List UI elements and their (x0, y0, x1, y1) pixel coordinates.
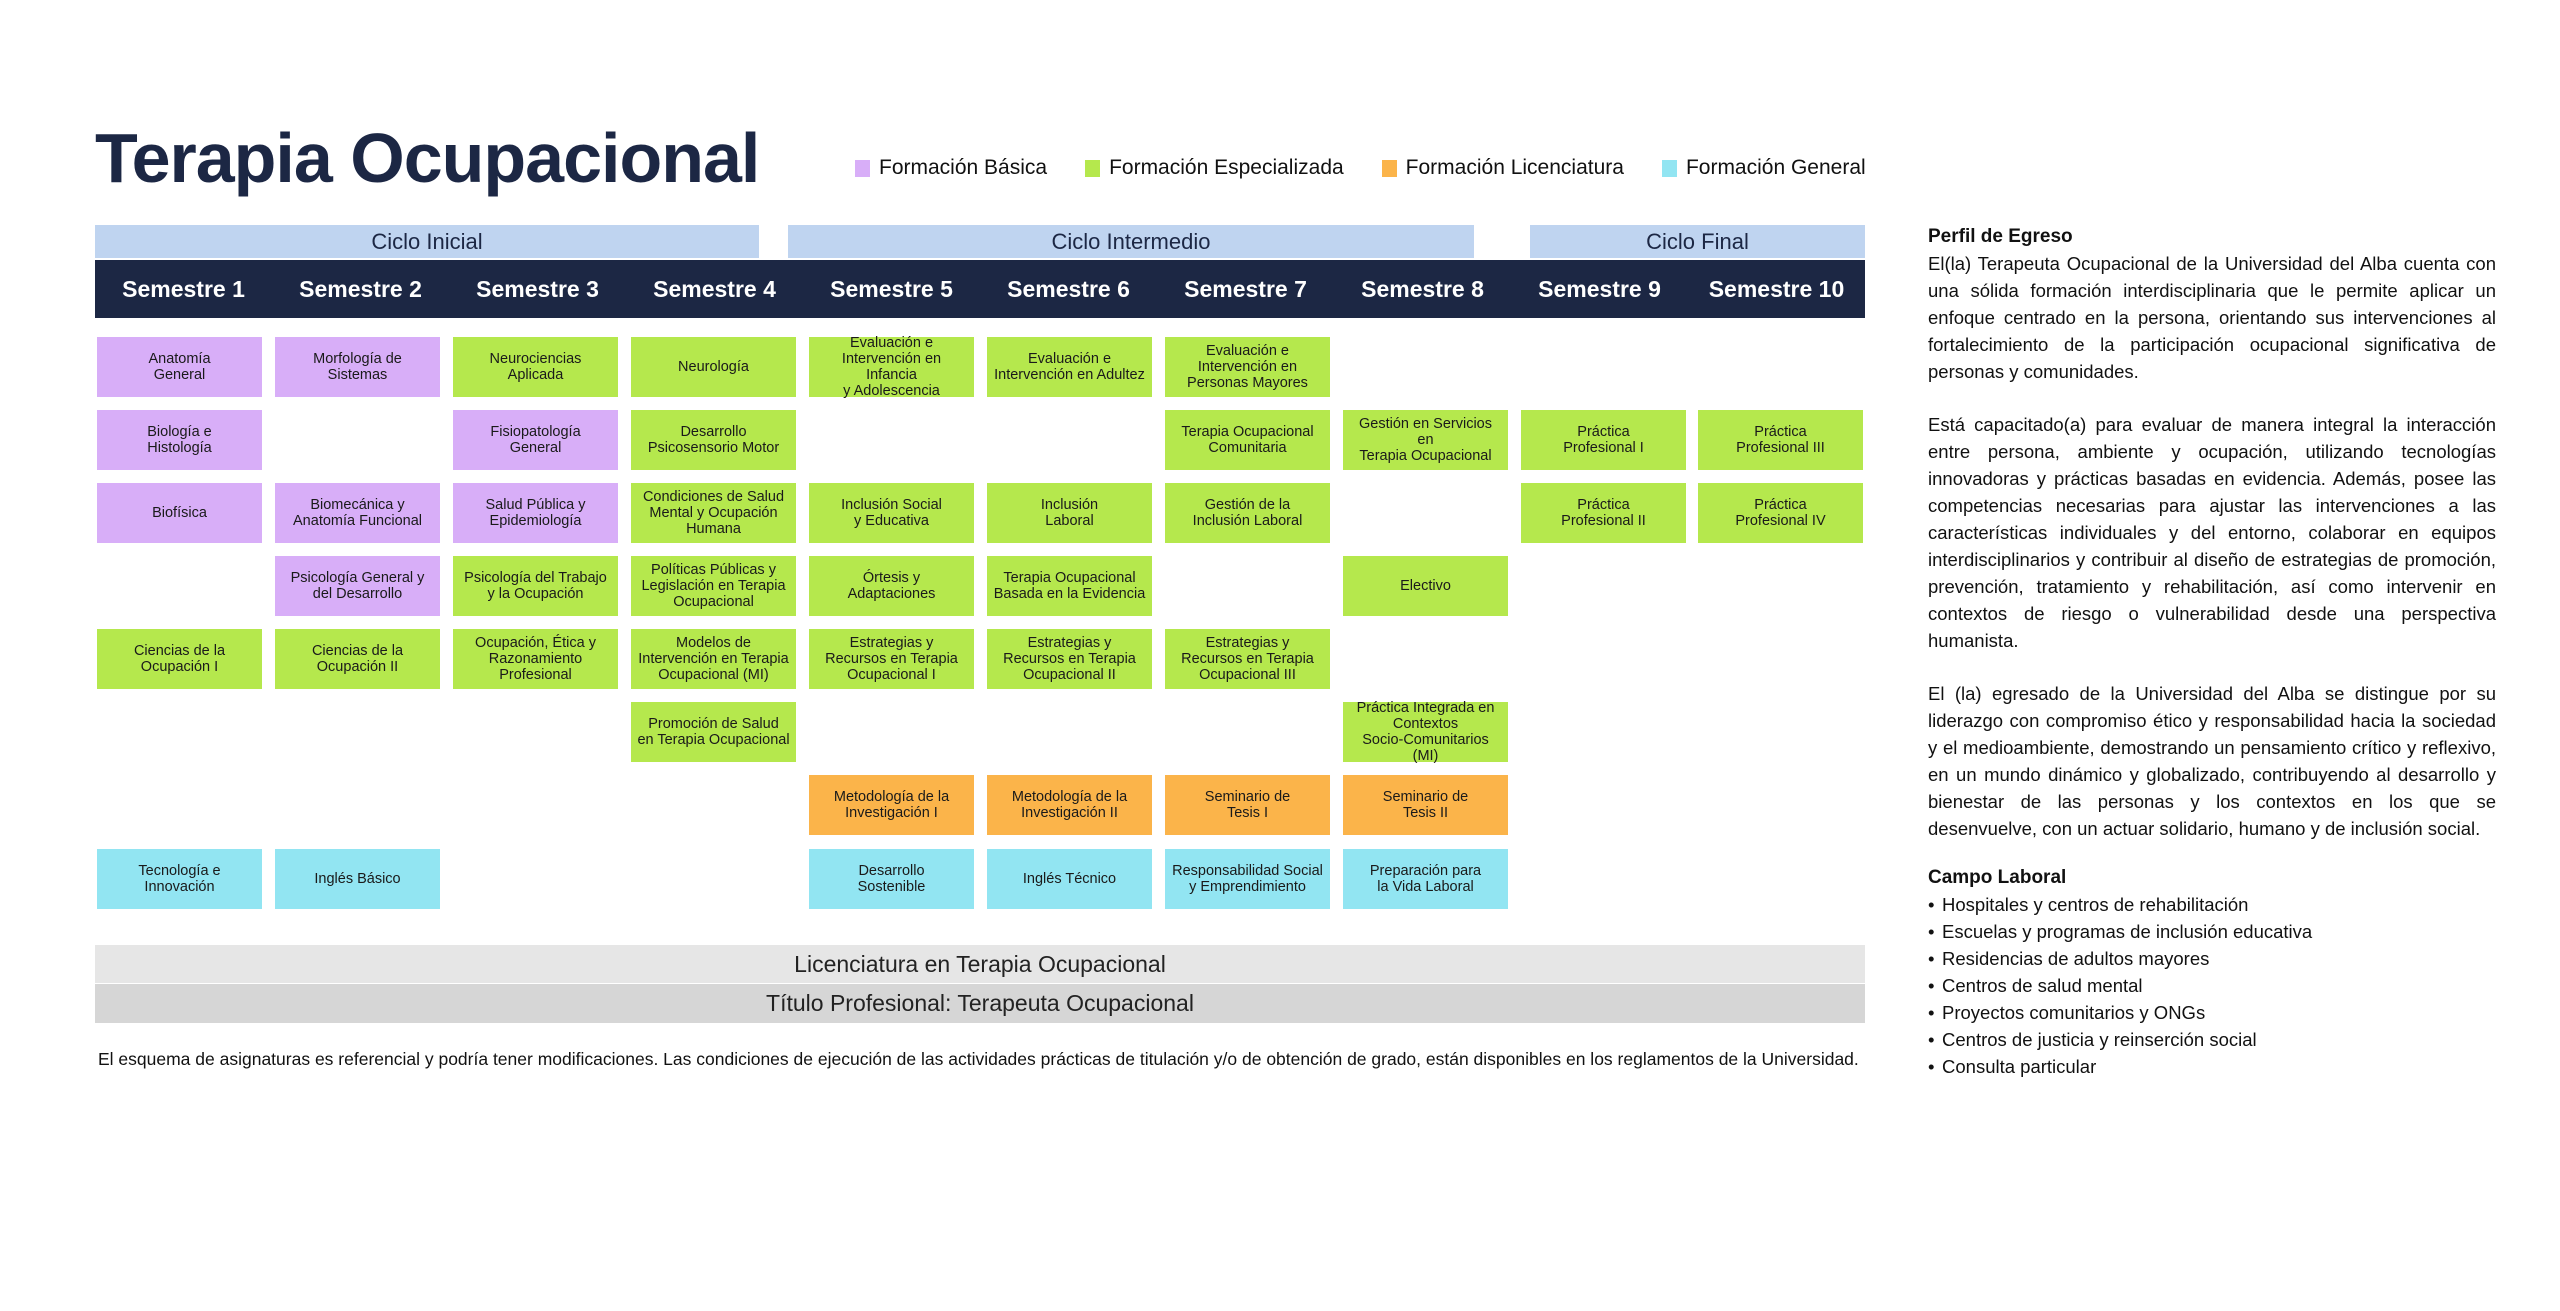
course-cell: Desarrollo Psicosensorio Motor (631, 410, 796, 470)
course-cell: Ciencias de la Ocupación II (275, 629, 440, 689)
list-item: • Proyectos comunitarios y ONGs (1928, 999, 2496, 1026)
title-band: Título Profesional: Terapeuta Ocupacional (95, 984, 1865, 1023)
legend-label: Formación General (1685, 156, 1866, 179)
course-cell: Morfología de Sistemas (275, 337, 440, 397)
semester-header-5: Semestre 5 (830, 275, 953, 302)
semester-header-10: Semestre 10 (1708, 275, 1845, 302)
profile-panel (1928, 223, 2496, 1080)
semester-header-6: Semestre 6 (1007, 275, 1130, 302)
cycle-final: Ciclo Final (1530, 225, 1865, 258)
legend-label: Formación Licenciatura (1405, 156, 1624, 179)
course-cell: Metodología de la Investigación I (809, 775, 974, 835)
legend-item-general (1662, 156, 1866, 180)
course-cell: Gestión de la Inclusión Laboral (1165, 483, 1330, 543)
legend-swatch (1085, 160, 1100, 177)
course-cell: Psicología del Trabajo y la Ocupación (453, 556, 618, 616)
course-cell: Neurociencias Aplicada (453, 337, 618, 397)
legend-item-basica (855, 156, 1047, 180)
course-cell: Condiciones de Salud Mental y Ocupación Humana (631, 483, 796, 543)
legend-label: Formación Especializada (1109, 156, 1344, 179)
profile-paragraph: El (la) egresado de la Universidad del Alba se distingue por su liderazgo con compromiso ético y responsabilidad hacia la sociedad y el medioambiente, demostrando un pensamiento crítico y reflexivo, en un mundo dinámico y globalizado, contribuyendo al desarrollo y bienestar de las personas y los contextos en los que se desenvuelve, con un actuar solidario, humano y de inclusión social. (1928, 683, 2496, 839)
course-cell: Estrategias y Recursos en Terapia Ocupacional III (1165, 629, 1330, 689)
semester-header-8: Semestre 8 (1361, 275, 1484, 302)
profile-paragraph: Está capacitado(a) para evaluar de manera integral la interacción entre persona, ambiente y ocupación, utilizando tecnologías innovadoras y prácticas basadas en evidencia. Además, posee las competencias necesarias para ajustar las intervenciones a las características individuales y del entorno, colaborar en equipos interdisciplinarios y contribuir al diseño de estrategias de promoción, prevención, tratamiento y rehabilitación, así como intervenir en contextos de riesgo o vulnerabilidad desde una perspectiva humanista. (1928, 414, 2496, 651)
course-cell: Evaluación e Intervención en Personas Mayores (1165, 337, 1330, 397)
page-title: Terapia Ocupacional (95, 119, 760, 197)
course-cell: Inglés Básico (275, 849, 440, 909)
semester-header-2: Semestre 2 (299, 275, 422, 302)
course-cell: Anatomía General (97, 337, 262, 397)
footnote: El esquema de asignaturas es referencial y podría tener modificaciones. Las condiciones de ejecución de las actividades prácticas de titulación y/o de obtención de grado, están disponibles en los reglamentos de la Universidad. (98, 1049, 1859, 1069)
course-cell: Tecnología e Innovación (97, 849, 262, 909)
course-cell: Promoción de Salud en Terapia Ocupacional (631, 702, 796, 762)
course-cell: Desarrollo Sostenible (809, 849, 974, 909)
course-cell: Modelos de Intervención en Terapia Ocupacional (MI) (631, 629, 796, 689)
course-cell: Biofísica (97, 483, 262, 543)
legend-label: Formación Básica (879, 156, 1048, 179)
course-cell: Evaluación e Intervención en Infancia y Adolescencia (809, 337, 974, 397)
semester-header-7: Semestre 7 (1184, 275, 1307, 302)
course-cell: Psicología General y del Desarrollo (275, 556, 440, 616)
course-cell: Práctica Profesional I (1521, 410, 1686, 470)
course-cell: Metodología de la Investigación II (987, 775, 1152, 835)
course-cell: Órtesis y Adaptaciones (809, 556, 974, 616)
cycle-intermedio: Ciclo Intermedio (788, 225, 1474, 258)
list-item: • Centros de justicia y reinserción social (1928, 1026, 2496, 1053)
course-cell: Electivo (1343, 556, 1508, 616)
course-cell: Políticas Públicas y Legislación en Terapia Ocupacional (631, 556, 796, 616)
course-cell: Neurología (631, 337, 796, 397)
course-cell: Biología e Histología (97, 410, 262, 470)
course-cell: Estrategias y Recursos en Terapia Ocupacional II (987, 629, 1152, 689)
course-cell: Responsabilidad Social y Emprendimiento (1165, 849, 1330, 909)
degree-band: Licenciatura en Terapia Ocupacional (95, 945, 1865, 983)
list-item: • Hospitales y centros de rehabilitación (1928, 891, 2496, 918)
legend-swatch (1382, 160, 1397, 177)
course-cell: Biomecánica y Anatomía Funcional (275, 483, 440, 543)
campo-list (1928, 891, 2496, 1080)
course-cell: Ciencias de la Ocupación I (97, 629, 262, 689)
course-cell: Práctica Profesional II (1521, 483, 1686, 543)
legend (855, 156, 1904, 180)
semester-header-9: Semestre 9 (1538, 275, 1661, 302)
course-cell: Terapia Ocupacional Comunitaria (1165, 410, 1330, 470)
semester-header-4: Semestre 4 (653, 275, 776, 302)
course-cell: Terapia Ocupacional Basada en la Evidencia (987, 556, 1152, 616)
legend-swatch (1662, 160, 1677, 177)
course-cell: Fisiopatología General (453, 410, 618, 470)
semester-header-3: Semestre 3 (476, 275, 599, 302)
course-cell: Inclusión Laboral (987, 483, 1152, 543)
list-item: • Consulta particular (1928, 1053, 2496, 1080)
course-cell: Salud Pública y Epidemiología (453, 483, 618, 543)
legend-item-especializada (1085, 156, 1344, 180)
course-cell: Gestión en Servicios en Terapia Ocupacional (1343, 410, 1508, 470)
course-cell: Práctica Profesional III (1698, 410, 1863, 470)
list-item: • Centros de salud mental (1928, 972, 2496, 999)
campo-heading: Campo Laboral (1928, 867, 2067, 888)
list-item: • Residencias de adultos mayores (1928, 945, 2496, 972)
profile-heading: Perfil de Egreso (1928, 226, 2073, 247)
course-cell: Seminario de Tesis I (1165, 775, 1330, 835)
profile-paragraph: El(la) Terapeuta Ocupacional de la Universidad del Alba cuenta con una sólida formación interdisciplinaria que le permite aplicar un enfoque centrado en la persona, orientando sus intervenciones al fortalecimiento de la participación ocupacional significativa de personas y comunidades. (1928, 253, 2496, 382)
cycle-inicial: Ciclo Inicial (95, 225, 759, 258)
course-cell: Práctica Integrada en Contextos Socio-Comunitarios (MI) (1343, 702, 1508, 762)
course-cell: Inclusión Social y Educativa (809, 483, 974, 543)
course-cell: Inglés Técnico (987, 849, 1152, 909)
list-item: • Escuelas y programas de inclusión educativa (1928, 918, 2496, 945)
course-cell: Seminario de Tesis II (1343, 775, 1508, 835)
course-cell: Evaluación e Intervención en Adultez (987, 337, 1152, 397)
legend-swatch (855, 160, 870, 177)
course-cell: Ocupación, Ética y Razonamiento Profesional (453, 629, 618, 689)
course-cell: Estrategias y Recursos en Terapia Ocupacional I (809, 629, 974, 689)
legend-item-licenciatura (1382, 156, 1624, 180)
course-cell: Práctica Profesional IV (1698, 483, 1863, 543)
course-cell: Preparación para la Vida Laboral (1343, 849, 1508, 909)
semester-header-1: Semestre 1 (122, 275, 245, 302)
